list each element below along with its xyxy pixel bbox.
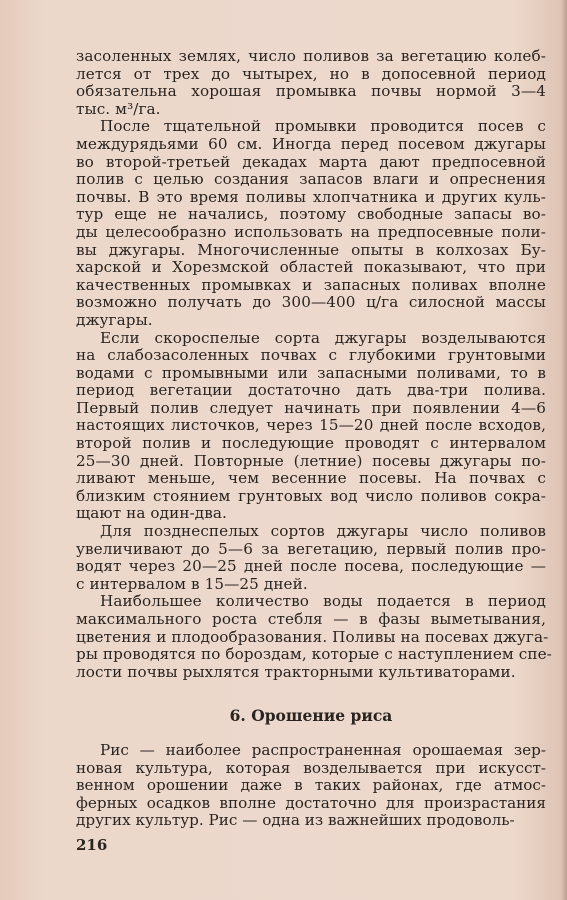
text-line: на слабозасоленных почвах с глубокими грунтовыми <box>76 346 546 365</box>
paragraph-3 <box>76 330 546 524</box>
text-line: лется от трех до чытырех, но в допосевной период <box>76 64 546 83</box>
text-line: Первый полив следует начинать при появлении 4—6 <box>76 398 546 417</box>
text-line: близким стоянием грунтовых вод число поливов сокра- <box>76 486 546 505</box>
text-line: Рис — наиболее распространенная орошаемая зер- <box>100 741 546 759</box>
text-line: полив с целью создания запасов влаги и опреснения <box>76 170 546 189</box>
text-line: качественных промывках и запасных поливах вполне <box>76 275 546 294</box>
text-line: ферных осадков вполне достаточно для произрастания <box>76 793 546 812</box>
text-line: увеличивают до 5—6 за вегетацию, первый полив про- <box>76 539 546 558</box>
text-line: других культур. Рис — одна из важнейших продоволь- <box>76 811 515 830</box>
text-line: Наибольшее количество воды подается в период <box>100 592 546 611</box>
text-line: настоящих листочков, через 15—20 дней после всходов, <box>76 416 546 435</box>
text-line: ды целесообразно использовать на предпосевные поли- <box>76 222 546 241</box>
text-line: венном орошении даже в таких районах, где атмос- <box>76 776 546 795</box>
page-number: 216 <box>76 836 108 854</box>
section-heading: 6. Орошение риса <box>229 706 393 725</box>
text-line: джугары. <box>76 310 153 329</box>
text-line: Если скороспелые сорта джугары возделываются <box>100 328 546 347</box>
text-line: почвы. В это время поливы хлопчатника и других куль- <box>76 187 546 206</box>
text-line: харской и Хорезмской областей показывают, что при <box>76 258 546 277</box>
text-line: тыс. м³/га. <box>76 99 161 118</box>
text-line: второй полив и последующие проводят с интервалом <box>76 434 546 453</box>
text-line: После тщательной промывки проводится посев с <box>100 117 546 136</box>
section-body-text <box>76 742 546 830</box>
text-line: цветения и плодообразования. Поливы на посевах джуга- <box>76 627 549 646</box>
text-line: период вегетации достаточно дать два-три полива. <box>76 381 546 400</box>
body-text <box>76 47 552 681</box>
text-line: засоленных землях, число поливов за вегетацию колеб- <box>76 47 546 65</box>
text-line: ры проводятся по бороздам, которые с наступлением спе- <box>76 645 552 664</box>
text-line: во второй-третьей декадах марта дают предпосевной <box>76 152 546 171</box>
paragraph-6 <box>76 742 546 830</box>
paragraph-2 <box>76 118 546 329</box>
text-line: новая культура, которая возделывается при искусст- <box>76 758 546 777</box>
text-line: междурядьями 60 см. Иногда перед посевом джугары <box>76 134 546 153</box>
text-line: обязательна хорошая промывка почвы нормой 3—4 <box>76 82 546 101</box>
text-line: лости почвы рыхлятся тракторными культиваторами. <box>76 662 516 681</box>
text-line: щают на один-два. <box>76 504 227 523</box>
text-line: вы джугары. Многочисленные опыты в колхозах Бу- <box>76 240 546 259</box>
paragraph-4 <box>76 523 546 593</box>
text-line: водят через 20—25 дней после посева, последующие — <box>76 557 546 576</box>
page-edge-shadow <box>561 0 567 900</box>
paragraph-1 <box>76 48 546 118</box>
text-line: Для позднеспелых сортов джугары число поливов <box>100 522 546 541</box>
paragraph-5 <box>76 592 552 681</box>
text-line: тур еще не начались, поэтому свободные запасы во- <box>76 205 546 224</box>
text-line: возможно получать до 300—400 ц/га силосной массы <box>76 293 546 312</box>
text-line: с интервалом в 15—25 дней. <box>76 574 308 593</box>
text-line: 25—30 дней. Повторные (летние) посевы джугары по- <box>76 451 546 470</box>
text-line: ливают меньше, чем весенние посевы. На почвах с <box>76 469 546 488</box>
text-line: максимального роста стебля — в фазы выметывания, <box>76 610 546 628</box>
text-line: водами с промывными или запасными поливами, то в <box>76 363 546 382</box>
